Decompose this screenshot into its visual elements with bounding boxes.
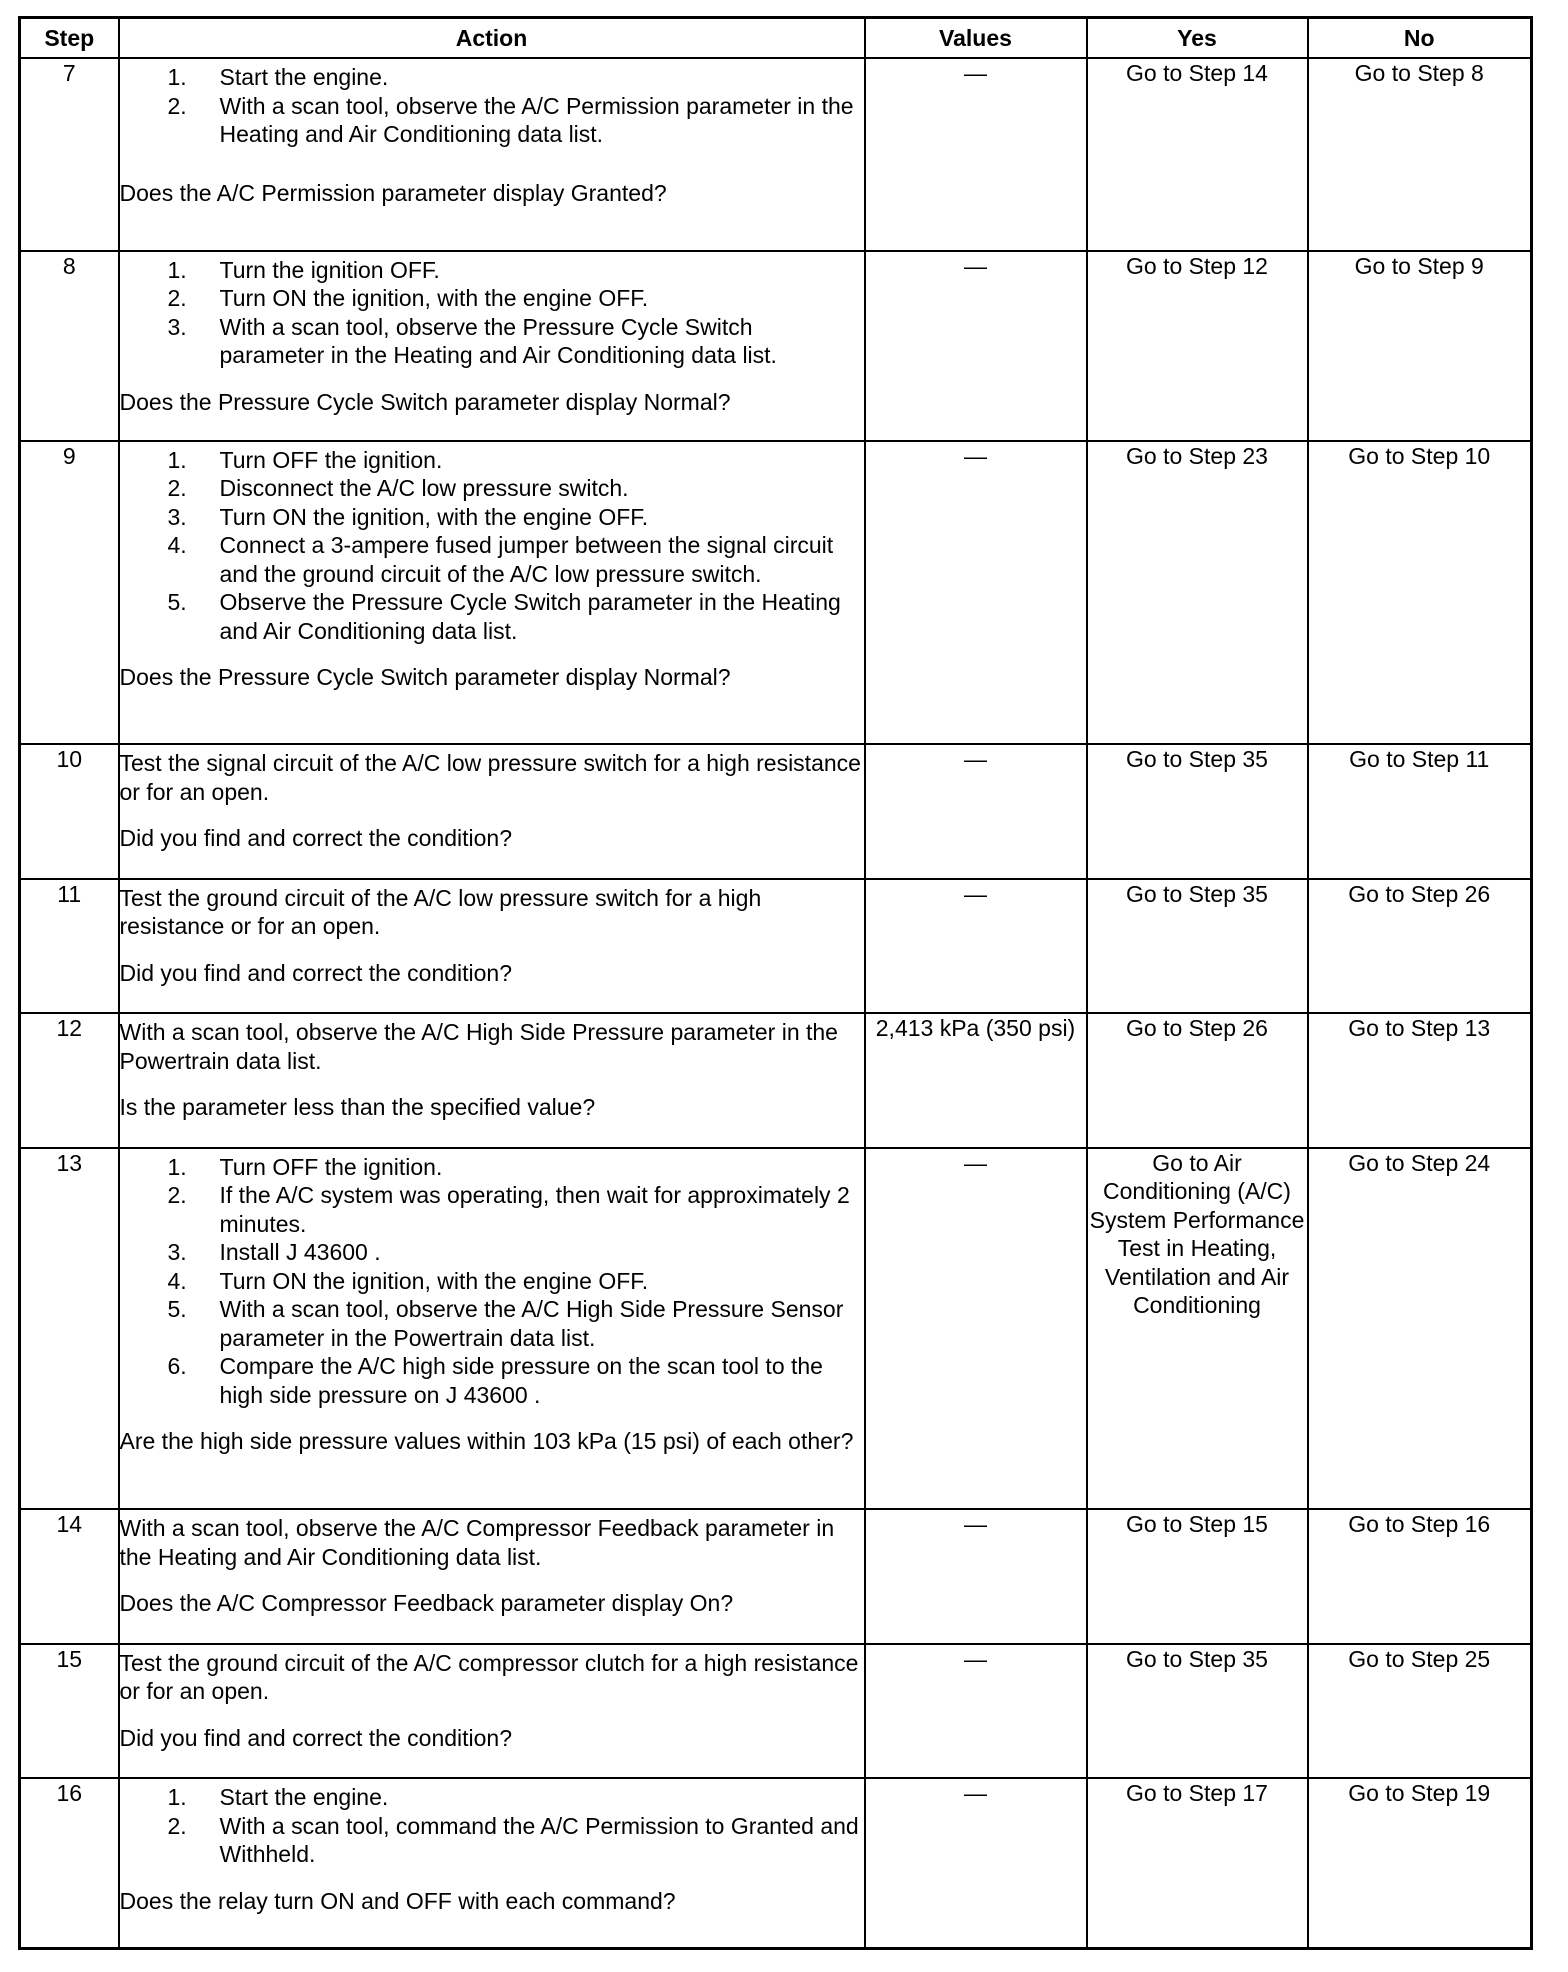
list-item-number: 2.: [167, 92, 187, 119]
list-item: [120, 1295, 864, 1352]
list-item-number: 3.: [167, 1239, 187, 1266]
action-intro: Test the ground circuit of the A/C compressor clutch for a high resistance or for an open.: [119, 1649, 859, 1705]
procedure-list: [120, 446, 864, 646]
action-content: [120, 1510, 864, 1615]
no-result: Go to Step 10: [1308, 441, 1532, 745]
list-item: [120, 503, 864, 532]
action-question: Does the Pressure Cycle Switch parameter display Normal?: [119, 388, 731, 415]
action-content: [119, 1149, 864, 1455]
list-item: [120, 256, 864, 285]
action-instructions: [120, 446, 864, 646]
action-content: [120, 1014, 864, 1119]
list-item-text: Install J 43600 .: [219, 1239, 381, 1266]
action-cell: [119, 1778, 865, 1948]
action-content: [120, 1779, 864, 1913]
list-item: [120, 92, 864, 149]
value-cell: —: [865, 441, 1087, 745]
action-content: [120, 880, 864, 985]
step-number: 14: [20, 1509, 119, 1644]
procedure-list: [120, 63, 864, 149]
yes-result: Go to Step 12: [1087, 251, 1308, 441]
table-row: [20, 1013, 1532, 1148]
action-question: Does the A/C Permission parameter display Granted?: [119, 179, 667, 206]
yes-result: Go to Air Conditioning (A/C) System Performance Test in Heating, Ventilation and Air Conditioning: [1087, 1148, 1308, 1510]
list-item: [120, 588, 864, 645]
action-question: Is the parameter less than the specified value?: [119, 1094, 596, 1121]
list-item-text: Turn ON the ignition, with the engine OFF.: [219, 285, 649, 311]
value-cell: —: [865, 1778, 1087, 1948]
step-number: 9: [20, 441, 119, 745]
list-item-text: Start the engine.: [219, 1784, 389, 1811]
no-result: Go to Step 8: [1308, 58, 1532, 251]
header-action: Action: [119, 18, 865, 59]
list-item: [120, 284, 864, 313]
list-item-number: 2.: [167, 1812, 187, 1839]
step-number: 8: [20, 251, 119, 441]
no-result: Go to Step 13: [1308, 1013, 1532, 1148]
action-cell: [119, 441, 865, 745]
header-row: [20, 18, 1532, 59]
yes-result: Go to Step 35: [1087, 744, 1308, 879]
diagnostic-page: [18, 16, 1530, 1950]
step-number: 7: [20, 58, 119, 251]
table-row: [20, 251, 1532, 441]
action-content: [119, 252, 864, 415]
no-result: Go to Step 19: [1308, 1778, 1532, 1948]
table-row: [20, 1778, 1532, 1948]
no-result: Go to Step 9: [1308, 251, 1532, 441]
value-cell: —: [865, 58, 1087, 251]
action-intro: Test the ground circuit of the A/C low pressure switch for a high resistance or for an open.: [119, 884, 762, 940]
value-cell: —: [865, 1148, 1087, 1510]
table-row: [20, 58, 1532, 251]
list-item-text: Connect a 3-ampere fused jumper between the signal circuit and the ground circuit of the A/C low pressure switch.: [219, 532, 834, 587]
list-item-number: 6.: [167, 1353, 187, 1380]
action-instructions: [120, 1018, 864, 1075]
list-item: [120, 1238, 864, 1267]
list-item-number: 2.: [167, 1182, 187, 1209]
list-item-text: Turn ON the ignition, with the engine OFF.: [219, 503, 649, 530]
header-step: Step: [20, 18, 119, 59]
value-cell: —: [865, 1644, 1087, 1779]
step-number: 13: [20, 1148, 119, 1510]
list-item-text: Turn ON the ignition, with the engine OFF.: [219, 1267, 649, 1294]
diagnostic-table: [18, 16, 1533, 1950]
action-instructions: [120, 63, 864, 149]
table-row: [20, 1148, 1532, 1510]
list-item-number: 4.: [167, 1267, 187, 1294]
no-result: Go to Step 11: [1308, 744, 1532, 879]
list-item: [120, 1181, 864, 1238]
action-instructions: [120, 749, 864, 806]
step-number: 10: [20, 744, 119, 879]
list-item-text: With a scan tool, observe the Pressure Cycle Switch parameter in the Heating and Air Conditioning data list.: [219, 313, 777, 368]
list-item: [120, 446, 864, 475]
list-item-text: With a scan tool, observe the A/C High Side Pressure Sensor parameter in the Powertrain data list.: [219, 1296, 844, 1351]
list-item-text: If the A/C system was operating, then wait for approximately 2 minutes.: [219, 1182, 850, 1237]
list-item-text: Turn OFF the ignition.: [219, 446, 443, 473]
procedure-list: [120, 1153, 864, 1410]
step-number: 11: [20, 879, 119, 1014]
list-item: [120, 1267, 864, 1296]
list-item: [120, 1352, 864, 1409]
action-content: [120, 745, 864, 850]
action-question: Did you find and correct the condition?: [119, 959, 513, 986]
action-content: [120, 1645, 864, 1750]
list-item-text: Disconnect the A/C low pressure switch.: [219, 475, 629, 502]
yes-result: Go to Step 14: [1087, 58, 1308, 251]
action-cell: [119, 58, 865, 251]
header-values: Values: [865, 18, 1087, 59]
list-item-number: 3.: [167, 313, 187, 340]
action-question: Does the relay turn ON and OFF with each command?: [119, 1887, 676, 1914]
action-cell: [119, 879, 865, 1014]
list-item: [120, 313, 864, 370]
action-question: Did you find and correct the condition?: [119, 825, 513, 852]
list-item-number: 5.: [167, 1296, 187, 1323]
list-item-text: Turn OFF the ignition.: [219, 1153, 443, 1180]
list-item-number: 1.: [167, 64, 187, 90]
table-row: [20, 1644, 1532, 1779]
value-cell: —: [865, 744, 1087, 879]
list-item-number: 1.: [167, 256, 187, 283]
action-cell: [119, 744, 865, 879]
header-no: No: [1308, 18, 1532, 59]
action-intro: Test the signal circuit of the A/C low pressure switch for a high resistance or for an open.: [119, 750, 861, 805]
list-item-text: Observe the Pressure Cycle Switch parameter in the Heating and Air Conditioning data list.: [219, 589, 841, 644]
list-item-number: 2.: [167, 285, 187, 311]
value-cell: 2,413 kPa (350 psi): [865, 1013, 1087, 1148]
action-cell: [119, 251, 865, 441]
action-instructions: [120, 884, 864, 941]
action-cell: [119, 1013, 865, 1148]
table-row: [20, 1509, 1532, 1644]
action-cell: [119, 1509, 865, 1644]
list-item-number: 1.: [167, 1153, 187, 1180]
list-item-text: With a scan tool, command the A/C Permission to Granted and Withheld.: [219, 1812, 859, 1868]
action-question: Are the high side pressure values within 103 kPa (15 psi) of each other?: [119, 1428, 854, 1455]
value-cell: —: [865, 251, 1087, 441]
list-item-number: 5.: [167, 589, 187, 616]
action-cell: [119, 1148, 865, 1510]
yes-result: Go to Step 23: [1087, 441, 1308, 745]
table-row: [20, 879, 1532, 1014]
step-number: 16: [20, 1778, 119, 1948]
action-instructions: [120, 1649, 864, 1706]
yes-result: Go to Step 17: [1087, 1778, 1308, 1948]
value-cell: —: [865, 879, 1087, 1014]
list-item-text: Compare the A/C high side pressure on the scan tool to the high side pressure on J 43600 .: [219, 1353, 823, 1408]
list-item: [120, 63, 864, 92]
header-yes: Yes: [1087, 18, 1308, 59]
action-instructions: [120, 256, 864, 370]
table-row: [20, 441, 1532, 745]
action-question: Does the Pressure Cycle Switch parameter display Normal?: [119, 664, 731, 691]
no-result: Go to Step 24: [1308, 1148, 1532, 1510]
action-instructions: [120, 1783, 864, 1869]
action-instructions: [120, 1514, 864, 1571]
action-content: [120, 59, 864, 211]
step-number: 12: [20, 1013, 119, 1148]
list-item: [120, 1783, 864, 1812]
list-item-number: 2.: [167, 475, 187, 502]
procedure-list: [120, 256, 864, 370]
list-item: [120, 474, 864, 503]
action-question: Did you find and correct the condition?: [119, 1724, 513, 1751]
list-item: [120, 1812, 864, 1869]
list-item: [120, 1153, 864, 1182]
step-number: 15: [20, 1644, 119, 1779]
yes-result: Go to Step 35: [1087, 1644, 1308, 1779]
action-instructions: [120, 1153, 864, 1410]
action-cell: [119, 1644, 865, 1779]
list-item-text: With a scan tool, observe the A/C Permission parameter in the Heating and Air Conditioning data list.: [219, 92, 854, 147]
action-intro: With a scan tool, observe the A/C Compressor Feedback parameter in the Heating and Air Conditioning data list.: [119, 1515, 835, 1570]
table-row: [20, 744, 1532, 879]
list-item-number: 1.: [167, 446, 187, 473]
list-item-number: 4.: [167, 532, 187, 559]
yes-result: Go to Step 26: [1087, 1013, 1308, 1148]
action-question: Does the A/C Compressor Feedback parameter display On?: [119, 1590, 734, 1617]
list-item-number: 3.: [167, 503, 187, 530]
list-item-text: Turn the ignition OFF.: [219, 256, 440, 283]
table-body: [20, 58, 1532, 1949]
action-intro: With a scan tool, observe the A/C High Side Pressure parameter in the Powertrain data list.: [119, 1019, 838, 1074]
no-result: Go to Step 25: [1308, 1644, 1532, 1779]
no-result: Go to Step 26: [1308, 879, 1532, 1014]
no-result: Go to Step 16: [1308, 1509, 1532, 1644]
yes-result: Go to Step 35: [1087, 879, 1308, 1014]
list-item-number: 1.: [167, 1784, 187, 1811]
list-item-text: Start the engine.: [219, 64, 389, 90]
action-content: [119, 442, 864, 691]
procedure-list: [120, 1783, 864, 1869]
yes-result: Go to Step 15: [1087, 1509, 1308, 1644]
value-cell: —: [865, 1509, 1087, 1644]
list-item: [120, 531, 864, 588]
